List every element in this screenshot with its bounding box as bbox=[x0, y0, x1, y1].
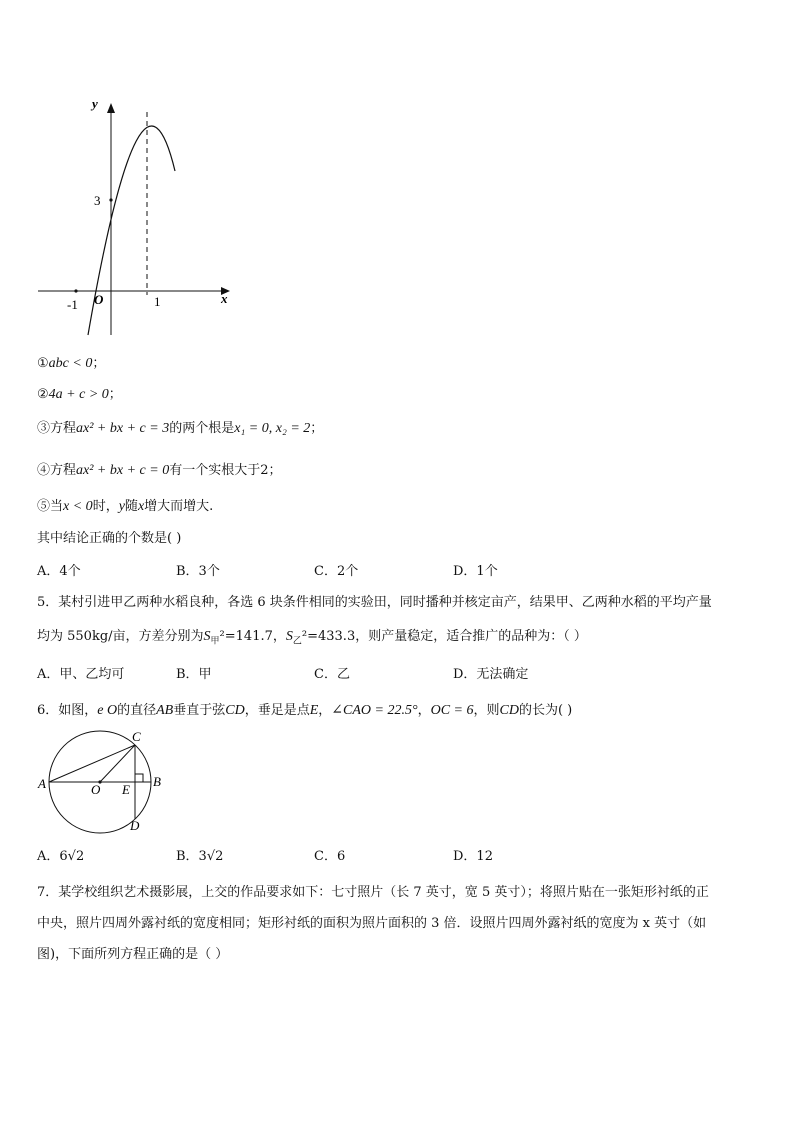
q4-option-c[interactable]: C．2个 bbox=[314, 564, 359, 579]
y-axis-arrow bbox=[107, 103, 115, 113]
q5-option-b[interactable]: B．甲 bbox=[176, 667, 212, 682]
q7-line-1: 7．某学校组织艺术摄影展，上交的作品要求如下：七寸照片（长 7 英寸，宽 5 英寸）；将照片贴在一张矩形衬纸的正 bbox=[37, 885, 709, 900]
q6-option-d[interactable]: D．12 bbox=[453, 849, 493, 864]
right-angle-mark bbox=[135, 774, 143, 782]
q5-option-c[interactable]: C．乙 bbox=[314, 667, 350, 682]
tick-label-one: 1 bbox=[154, 294, 161, 309]
q5-line-1: 5．某村引进甲乙两种水稻良种，各选 6 块条件相同的实验田，同时播种并核定亩产，结果甲、乙两种水稻的平均产量 bbox=[37, 595, 712, 610]
parabola-graph bbox=[30, 92, 240, 342]
q4-option-a[interactable]: A．4个 bbox=[37, 564, 81, 579]
q6-option-c[interactable]: C．6 bbox=[314, 849, 346, 864]
statement-1: ①abc < 0； bbox=[37, 356, 106, 371]
label-c: C bbox=[132, 729, 141, 744]
segment-oc bbox=[100, 745, 135, 782]
label-e: E bbox=[122, 782, 130, 797]
label-a: A bbox=[38, 776, 46, 791]
x-axis-label: x bbox=[221, 291, 228, 306]
q6-option-b[interactable]: B．3√2 bbox=[176, 849, 224, 864]
q5-line-2: 均为 550kg/亩，方差分别为$S_甲^2=141.7$，$S_乙^2=433.3$，则产量稳定，适合推广的品种为：（ ） bbox=[37, 629, 587, 647]
statement-2: ②4a + c > 0； bbox=[37, 387, 122, 402]
segment-ac bbox=[49, 745, 135, 782]
origin-label: O bbox=[94, 292, 104, 307]
q6-option-a[interactable]: A．6√2 bbox=[37, 849, 85, 864]
label-b: B bbox=[153, 774, 161, 789]
statement-4: ④方程ax² + bx + c = 0有一个实根大于2； bbox=[37, 463, 282, 478]
label-o: O bbox=[91, 782, 101, 797]
q7-line-3: 图)，下面所列方程正确的是（ ） bbox=[37, 947, 229, 962]
q7-line-2: 中央，照片四周外露衬纸的宽度相同；矩形衬纸的面积为照片面积的 3 倍．设照片四周外露衬纸的宽度为 x 英寸（如 bbox=[37, 916, 707, 931]
q5-option-d[interactable]: D．无法确定 bbox=[453, 667, 529, 682]
statement-5: ⑤当x < 0时，y随x增大而增大. bbox=[37, 499, 214, 514]
q4-option-b[interactable]: B．3个 bbox=[176, 564, 220, 579]
statement-3: ③方程ax² + bx + c = 3的两个根是x₁ = 0, x₂ = 2； bbox=[37, 421, 324, 436]
q4-question: 其中结论正确的个数是( ) bbox=[37, 531, 182, 546]
root-dot bbox=[74, 289, 77, 292]
label-d: D bbox=[130, 818, 140, 833]
tick-label-neg-one: -1 bbox=[67, 297, 78, 312]
tick-label-three: 3 bbox=[94, 193, 101, 208]
q4-option-d[interactable]: D．1个 bbox=[453, 564, 498, 579]
y-intercept-dot bbox=[109, 198, 112, 201]
q6-stem: 6．如图，e O的直径AB垂直于弦CD，垂足是点E，∠CAO = 22.5°，OC = 6，则CD的长为( ) bbox=[37, 703, 573, 718]
circle-figure bbox=[36, 728, 166, 838]
q5-option-a[interactable]: A．甲、乙均可 bbox=[37, 667, 125, 682]
y-axis-label: y bbox=[92, 96, 98, 111]
